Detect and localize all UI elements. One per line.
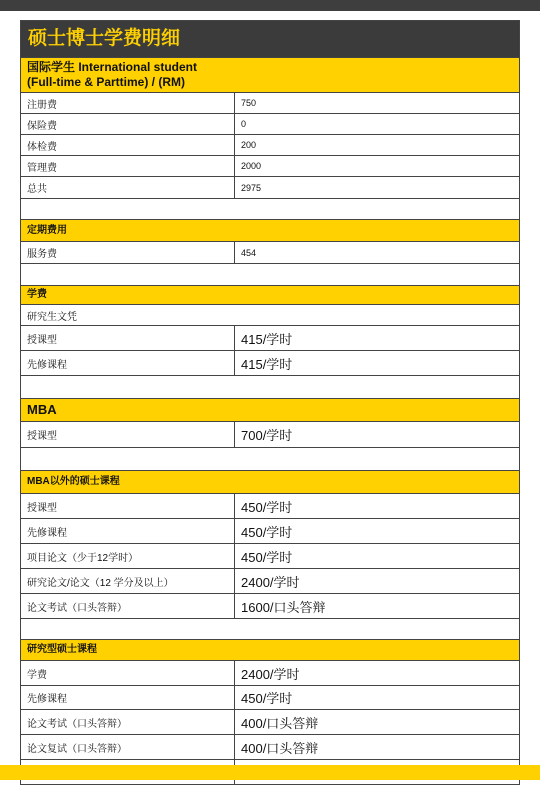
fee-table — [20, 20, 520, 785]
fee-value: 2400/学时 — [241, 574, 300, 590]
fee-label: 先修课程 — [21, 519, 235, 543]
table-row — [21, 544, 519, 569]
table-row — [21, 326, 519, 351]
fee-label: 保险费 — [21, 114, 235, 134]
fee-value: 415/学时 — [241, 356, 293, 372]
table-row — [21, 494, 519, 519]
spacer-row — [21, 264, 519, 286]
fee-label: 总共 — [21, 177, 235, 198]
fee-value: 2000 — [241, 161, 262, 171]
bottom-bar — [0, 765, 540, 780]
spacer-row — [21, 619, 519, 640]
fee-value: 700/学时 — [241, 428, 293, 443]
table-row — [21, 93, 519, 114]
fee-label: 授课型 — [21, 326, 235, 350]
table-row — [21, 135, 519, 156]
fee-value: 2400/学时 — [241, 666, 300, 682]
fee-label: 授课型 — [21, 494, 235, 518]
fee-value: 400/口头答辩 — [241, 715, 319, 731]
table-row — [21, 422, 519, 448]
top-bar — [0, 0, 540, 11]
fee-label: 授课型 — [21, 422, 235, 447]
fee-value: 0 — [241, 119, 247, 129]
table-row — [21, 351, 519, 376]
table-row — [21, 710, 519, 735]
fee-value: 450/学时 — [241, 524, 293, 540]
table-row — [21, 519, 519, 544]
table-row — [21, 594, 519, 619]
fee-label: 论文考试（口头答辩） — [21, 594, 235, 618]
fee-label: 论文复试（口头答辩） — [21, 735, 235, 759]
table-row — [21, 242, 519, 264]
section-header: 学费 — [21, 286, 519, 305]
fee-value: 2975 — [241, 182, 262, 193]
fee-label: 注册费 — [21, 93, 235, 113]
table-row — [21, 156, 519, 177]
section-header: 国际学生 International student (Full-time & Parttime) / (RM) — [21, 58, 519, 93]
section-note: 研究生文凭 — [21, 305, 519, 326]
spacer-row — [21, 448, 519, 471]
table-row — [21, 569, 519, 594]
section-header: MBA以外的硕士课程 — [21, 471, 519, 494]
fee-label: 体检费 — [21, 135, 235, 155]
fee-value: 450/学时 — [241, 499, 293, 515]
spacer-row — [21, 199, 519, 220]
fee-label: 管理费 — [21, 156, 235, 176]
fee-value: 450/学时 — [241, 549, 293, 565]
section-header: 定期费用 — [21, 220, 519, 242]
table-row — [21, 177, 519, 199]
table-row — [21, 735, 519, 760]
table-row — [21, 686, 519, 710]
section-header: 研究型硕士课程 — [21, 640, 519, 661]
fee-value: 1600/口头答辩 — [241, 599, 326, 615]
fee-value: 450/学时 — [241, 691, 293, 706]
fee-label: 先修课程 — [21, 686, 235, 709]
fee-label: 研究论文/论文（12 学分及以上） — [21, 569, 235, 593]
section-header: MBA — [21, 399, 519, 422]
fee-label: 学费 — [21, 661, 235, 685]
fee-value: 400/口头答辩 — [241, 740, 319, 756]
fee-value: 200 — [241, 140, 257, 150]
fee-label: 论文考试（口头答辩） — [21, 710, 235, 734]
table-row — [21, 114, 519, 135]
fee-value: 750 — [241, 98, 257, 108]
fee-value: 454 — [241, 247, 257, 258]
table-row — [21, 661, 519, 686]
fee-label: 项目论文（少于12学时） — [21, 544, 235, 568]
fee-value: 415/学时 — [241, 331, 293, 347]
spacer-row — [21, 376, 519, 399]
fee-label: 先修课程 — [21, 351, 235, 375]
page-title: 硕士博士学费明细 — [21, 21, 519, 58]
fee-label: 服务费 — [21, 242, 235, 263]
